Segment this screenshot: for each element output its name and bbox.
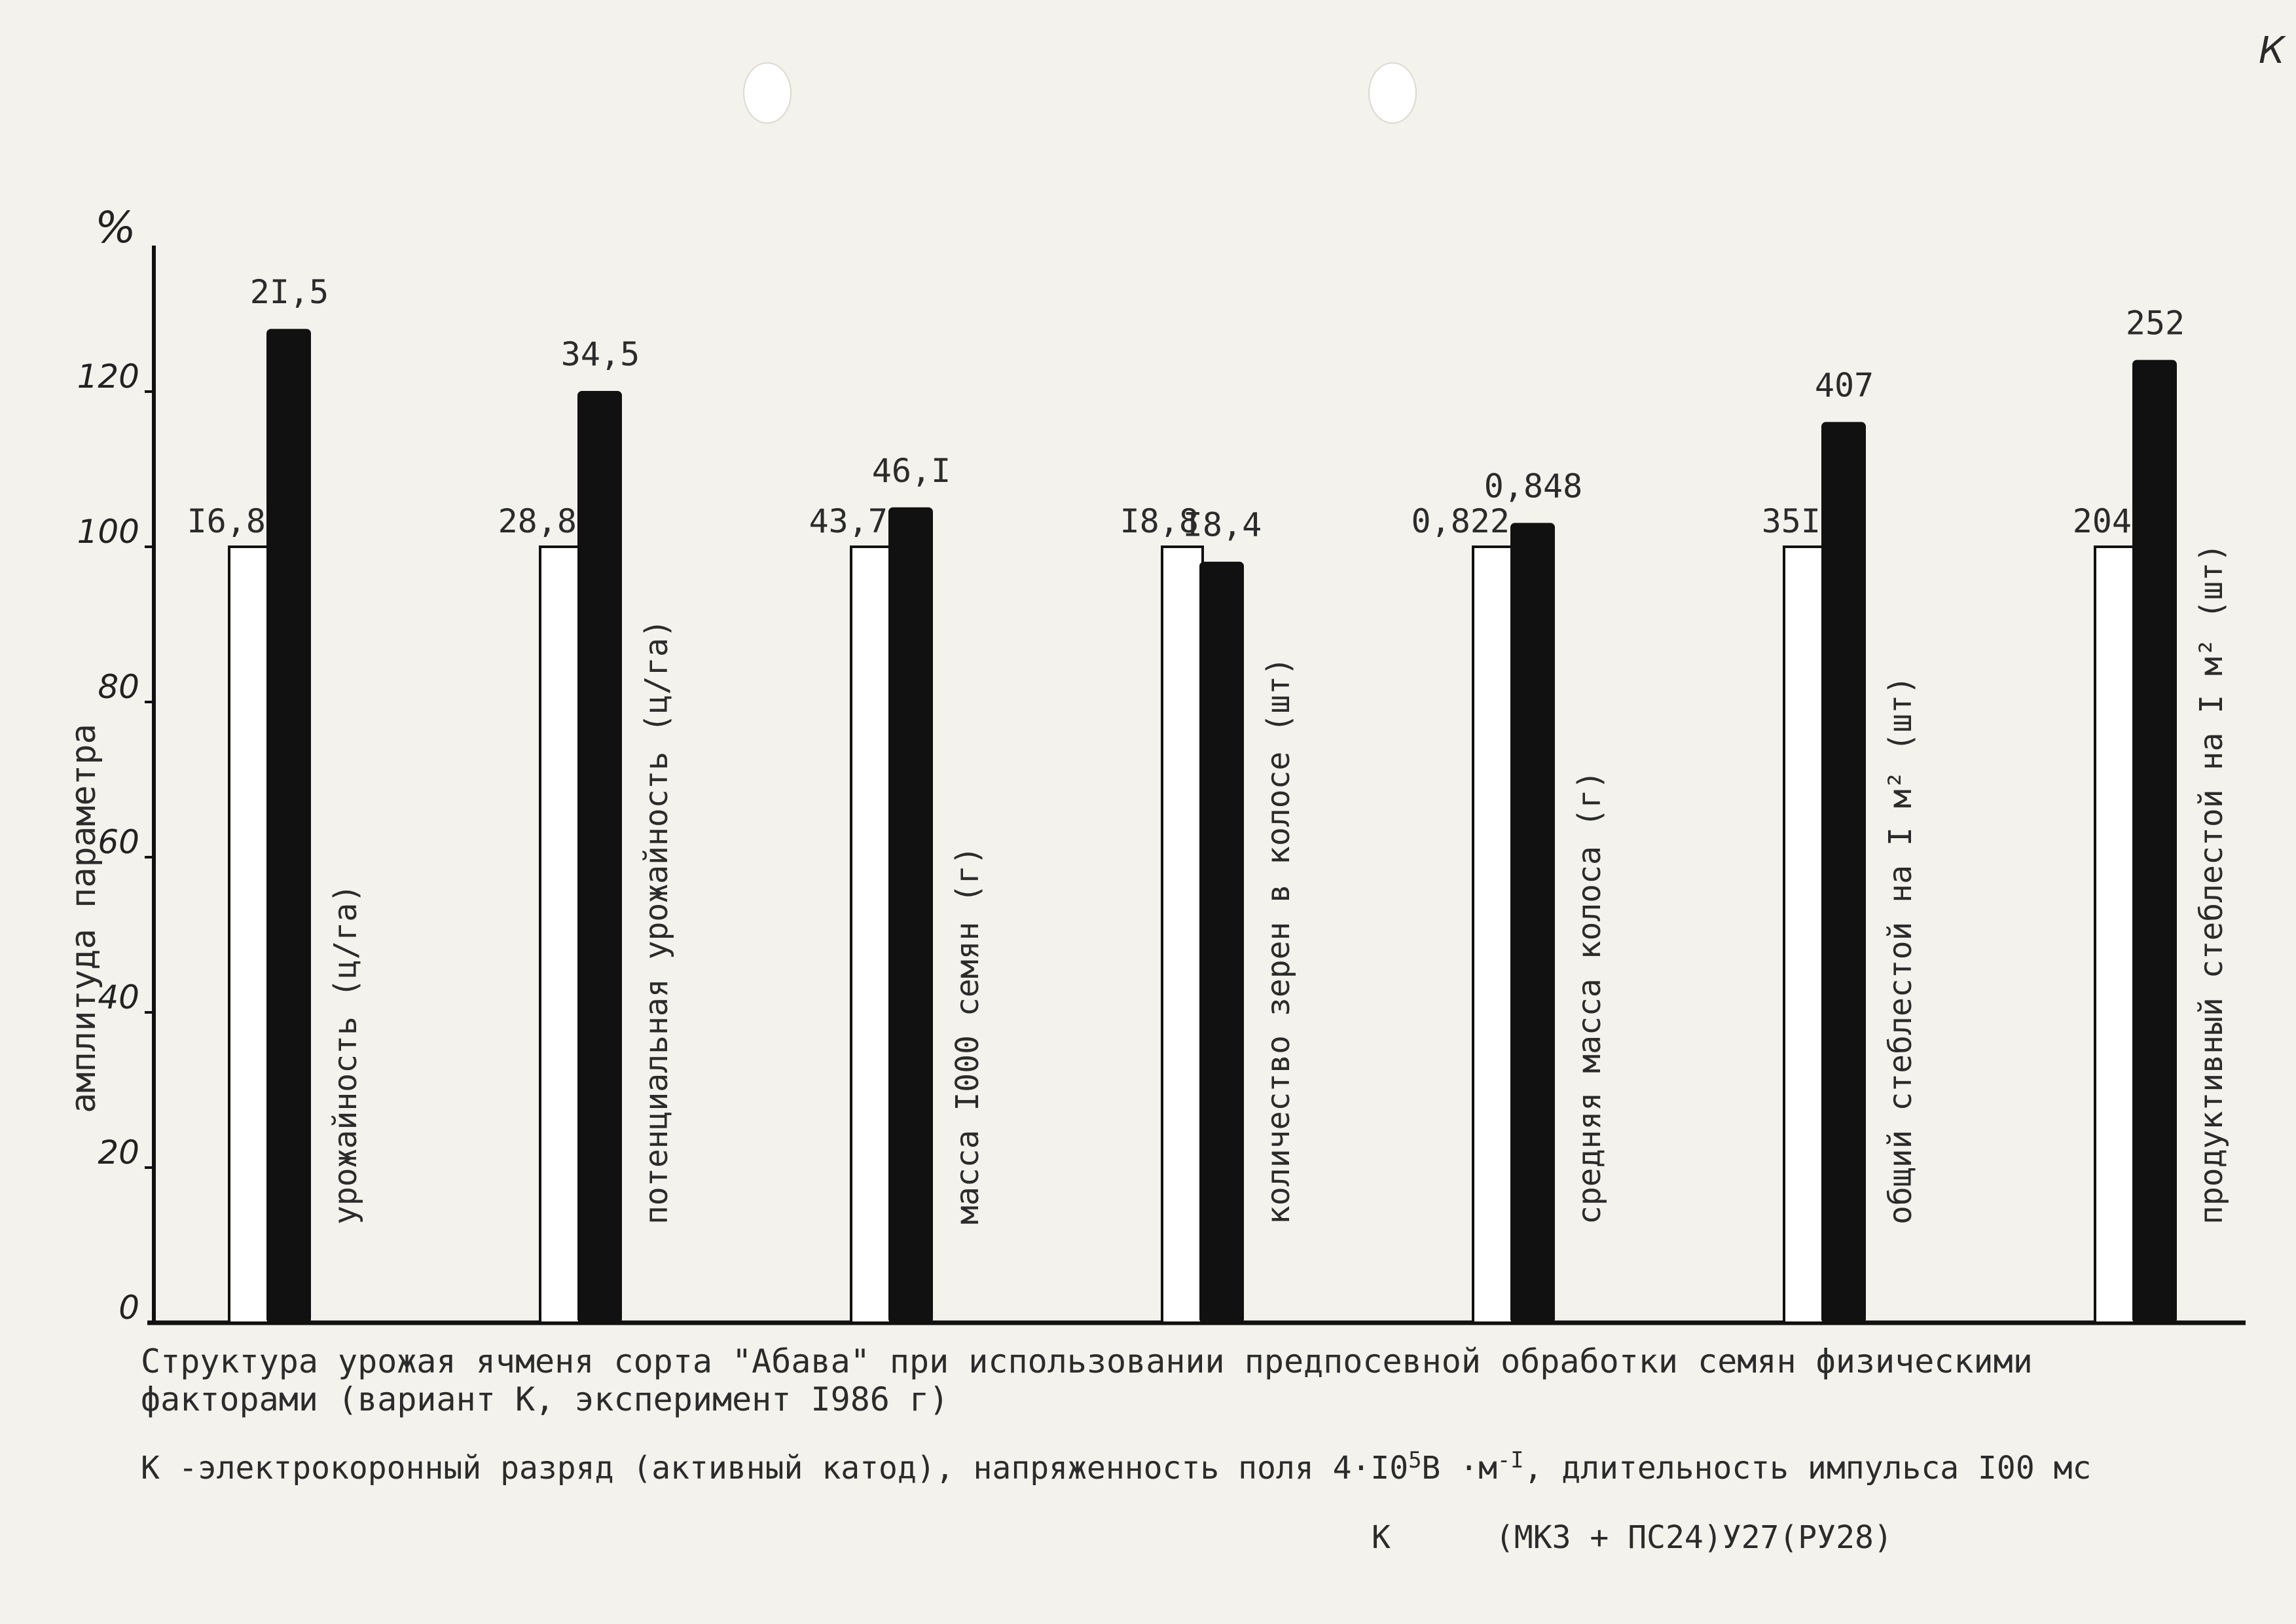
formula-exponent-2: -I [1497,1447,1524,1473]
treatment-bar [1200,563,1243,1323]
category-label: средняя масса колоса (г) [1571,770,1608,1225]
treatment-bar [1822,422,1865,1323]
control-value-label: 35I [1761,502,1821,540]
treatment-bar [578,392,621,1323]
y-tick-label: 0 [118,1289,139,1327]
treatment-description [141,1447,2091,1486]
treatment-bar [267,329,310,1323]
category-label: масса I000 семян (г) [949,846,986,1225]
formula-exponent-1: 5 [1408,1447,1422,1473]
category-label: потенциальная урожайность (ц/га) [638,619,675,1225]
control-value-label: 43,7 [809,502,888,540]
category-label: общий стеблестой на I м² (шт) [1882,675,1919,1225]
figure-caption: Структура урожая ячменя сорта "Абава" при использовании предпосевной обработки семян физическими факторами (вариант К, эксперимент I986 г) [141,1342,2033,1418]
corner-mark: К [2259,29,2285,72]
control-bar [1162,547,1203,1323]
y-tick-label: 40 [98,978,139,1016]
control-value-label: I6,8 [187,502,266,540]
y-axis-title: амплитуда параметра [64,724,103,1113]
control-bar [540,547,581,1323]
y-tick-label: 80 [98,668,139,706]
control-value-label: 28,8 [498,502,577,540]
control-bar [229,547,270,1323]
treatment-bar [2133,361,2176,1323]
treatment-value-label: 407 [1814,366,1874,405]
treatment-value-label: 46,I [871,451,951,490]
y-unit-label: % [95,202,136,253]
treatment-value-label: 2I,5 [249,273,329,312]
y-tick-label: 120 [77,358,139,396]
treatment-value-label: 0,848 [1484,467,1583,506]
treatment-value-label: 34,5 [560,335,640,373]
formula-text-end: , длительность импульса I00 мс [1523,1450,2092,1486]
formula-text-start: К -электрокоронный разряд (активный катод), напряженность поля 4·I0 [141,1450,1409,1486]
treatment-value-label: I8,4 [1182,506,1262,544]
y-tick-label: 60 [98,823,139,861]
category-label: урожайность (ц/га) [327,883,364,1225]
control-bar [851,547,892,1323]
treatment-value-label: 252 [2125,304,2185,342]
variant-code-letter: К [1372,1519,1391,1556]
control-value-label: 0,822 [1411,502,1510,540]
y-tick-label: 100 [77,513,139,551]
treatment-bar [1511,523,1554,1323]
control-bar [1473,547,1514,1323]
category-label: продуктивный стеблестой на I м² (шт) [2193,543,2230,1225]
control-value-label: I8,8 [1120,502,1199,540]
variant-code [1372,1519,1893,1556]
y-tick-label: 20 [98,1134,139,1172]
control-bar [2095,547,2136,1323]
variant-code-formula: (МКЗ + ПС24)У27(РУ28) [1495,1519,1893,1556]
category-label: количество зерен в колосе (шт) [1260,657,1297,1225]
control-value-label: 204 [2072,502,2132,540]
control-bar [1784,547,1825,1323]
formula-text-mid: В ·м [1421,1450,1498,1486]
treatment-bar [889,508,932,1323]
